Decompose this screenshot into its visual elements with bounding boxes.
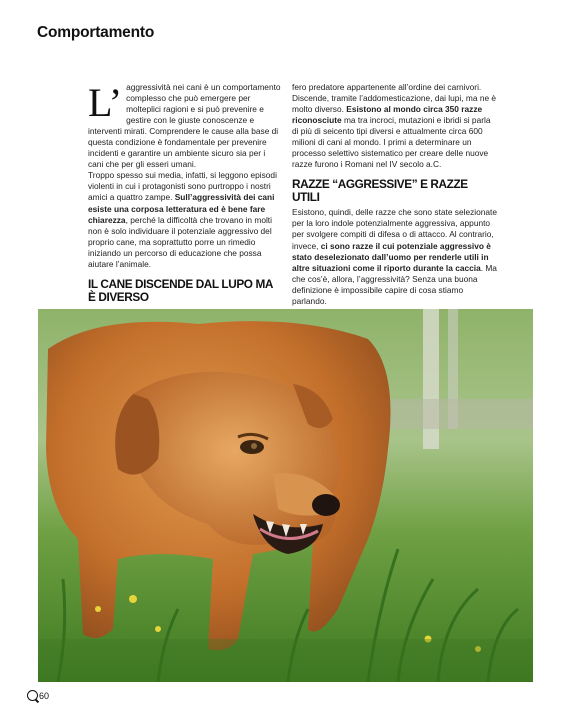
article-column-left [88, 82, 281, 329]
dog-illustration [38, 309, 533, 682]
page-folio [27, 690, 49, 701]
article-column-right [292, 82, 497, 307]
subheading: RAZZE “AGGRESSIVE” E RAZZE UTILI [292, 177, 468, 205]
section-title: Comportamento [37, 24, 155, 41]
drop-cap: L’ [88, 80, 123, 125]
dog-photo [38, 309, 533, 682]
magazine-logo-icon [27, 690, 38, 701]
paragraph: Esistono, quindi, delle razze che sono state selezionate per la loro indole potenzialmente aggressiva, appunto per svolgere compiti di difesa o di attacco. Al contrario, invece, ci sono razze il cui potenziale aggressivo è stato deselezionato dall’uomo per renderle utili in altre situazioni come il riporto durante la caccia. Ma che cos’è, allora, l’aggressività? Senza una buona definizione è impossibile capire di cosa stiamo parlando. [292, 207, 498, 306]
intro-paragraph: L’ aggressività nei cani è un comportamento complesso che può emergere per molteplici ragioni e si può prevenire e gestire con le giuste conoscenze e interventi mirati. Comprendere le cause alla base di questa condizione è fondamentale per prevenire incidenti e garantire un ambiente sicuro sia per i cani che per gli esseri umani. [88, 80, 281, 170]
paragraph: fero predatore appartenente all’ordine dei carnivori. Discende, tramite l’addomesticazione, dai lupi, ma ne è molto diverso. Esistono al mondo circa 350 razze riconosciute ma tra incroci, mutazioni e ibridi si parla di più di seicento tipi diversi e attualmente circa 600 milioni di cani al mondo. I primi a determinare un processo selettivo sistematico per creare delle nuove razze furono i Romani nel IV secolo a.C. [292, 82, 497, 170]
subheading: IL CANE DISCENDE DAL LUPO MA È DIVERSO [88, 276, 273, 304]
page-number: 60 [39, 690, 50, 701]
paragraph: Troppo spesso sui media, infatti, si leggono episodi violenti in cui i protagonisti sono purtroppo i nostri amici a quattro zampe. Sull’aggressività dei cani esiste una corposa letteratura ed è bene fare chiarezza, perché la difficoltà che trovano in molti non è solo individuare il potenziale aggressivo del proprio cane, ma soprattutto porre un rimedio iniziando un percorso di educazione che possa aiutare l’animale. [88, 170, 277, 269]
